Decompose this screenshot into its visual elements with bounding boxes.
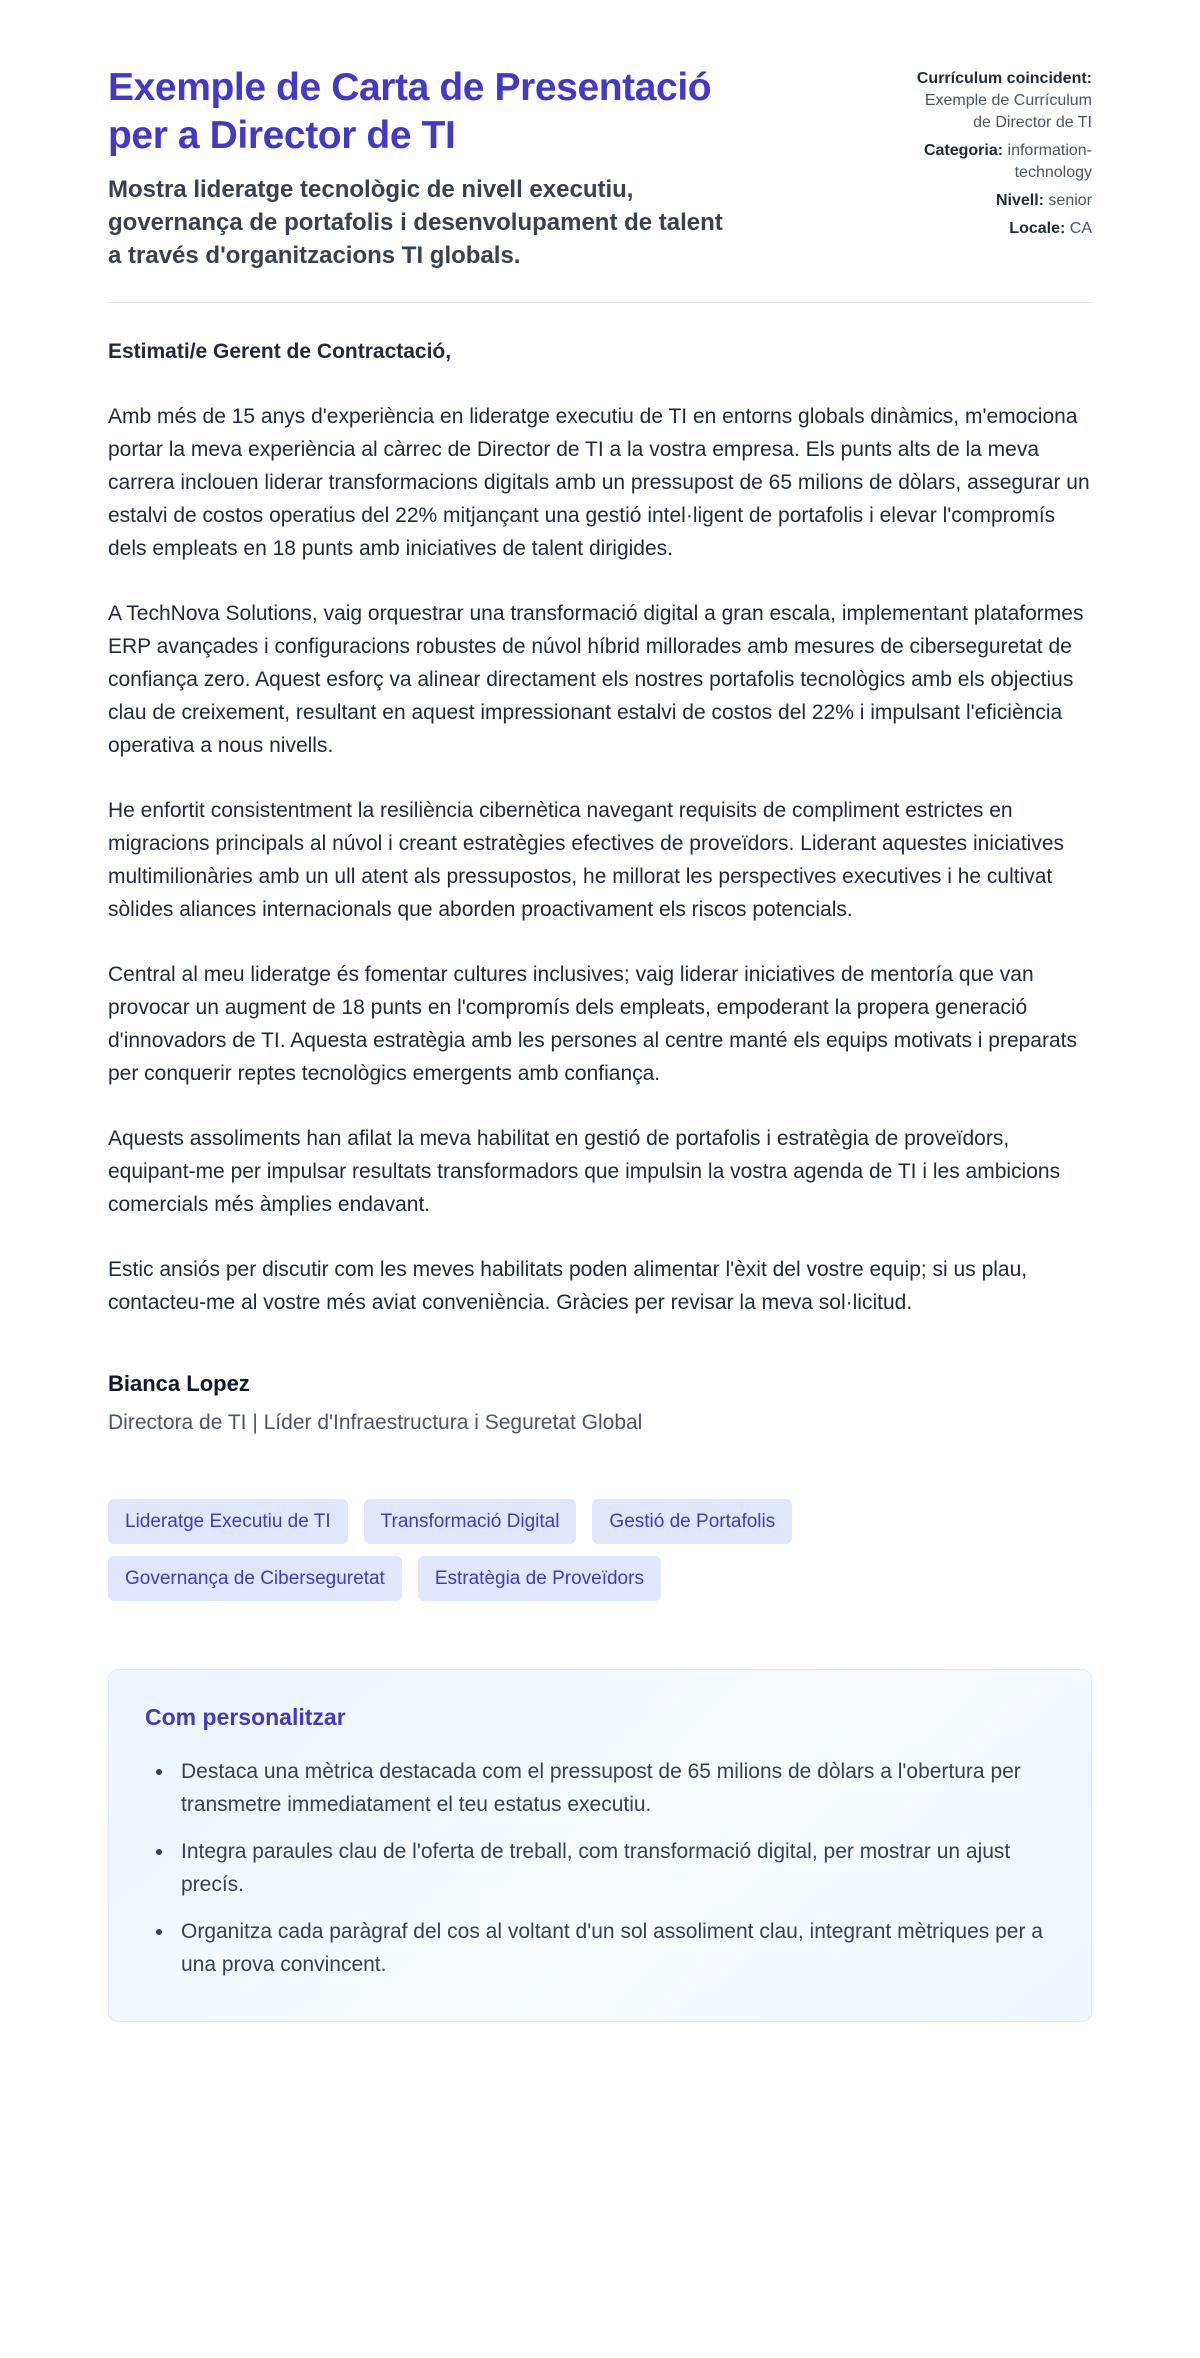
page-title: Exemple de Carta de Presentació per a Director de TI xyxy=(108,66,712,157)
meta-value: Exemple de Currículum de Director de TI xyxy=(924,92,1092,132)
tip-item: • Organitza cada paràgraf del cos al voltant d'un sol assoliment clau, integrant mètriques per a una prova convincent. xyxy=(175,1915,1055,1981)
page-subtitle: Mostra lideratge tecnològic de nivell executiu, governança de portafolis i desenvolupament de talent a través d'organitzacions TI globals. xyxy=(108,176,723,270)
meta-value: information-technology xyxy=(1007,142,1092,182)
tag-chip-cybersecurity-governance[interactable]: Governança de Ciberseguretat xyxy=(108,1556,402,1601)
letter-paragraph: Central al meu lideratge és fomentar cultures inclusives; vaig liderar iniciatives de mentoría que van provocar un augment de 18 punts en l'compromís dels empleats, empoderant la propera generació d'innovadors de TI. Aquesta estratègia amb les persones al centre manté els equips motivats i preparats per conquerir reptes tecnològics emergents amb confiança. xyxy=(108,963,1077,1086)
tag-chip-digital-transformation[interactable]: Transformació Digital xyxy=(364,1499,577,1544)
header xyxy=(108,64,1092,272)
letter-paragraph: Aquests assoliments han afilat la meva habilitat en gestió de portafolis i estratègia de proveïdors, equipant-me per impulsar resultats transformadors que impulsin la vostra agenda de TI i les ambicions comercials més àmplies endavant. xyxy=(108,1127,1061,1217)
signature-block xyxy=(108,1371,1092,1435)
tip-item: • Integra paraules clau de l'oferta de treball, com transformació digital, per mostrar un ajust precís. xyxy=(175,1835,1055,1901)
signature-role: Directora de TI | Líder d'Infraestructura i Seguretat Global xyxy=(108,1411,643,1435)
letter-paragraph: A TechNova Solutions, vaig orquestrar una transformació digital a gran escala, implementant plataformes ERP avançades i configuracions robustes de núvol híbrid millorades amb mesures de ciberseguretat de confiança zero. Aquest esforç va alinear directament els nostres portafolis tecnològics amb els objectius clau de creixement, resultant en aquest impressionant estalvi de costos del 22% i impulsant l'eficiència operativa a nous nivells. xyxy=(108,602,1084,758)
letter-salutation: Estimati/e Gerent de Contractació, xyxy=(108,340,452,364)
meta-label: Categoria: xyxy=(923,142,1004,160)
meta-value: CA xyxy=(1069,220,1092,238)
cover-letter-body xyxy=(108,335,1092,1435)
tag-list xyxy=(108,1499,1092,1601)
tip-item: • Destaca una mètrica destacada com el pressupost de 65 milions de dòlars a l'obertura per transmetre immediatament el teu estatus executiu. xyxy=(175,1755,1055,1821)
tips-list xyxy=(145,1755,1055,1981)
meta-row-locale xyxy=(914,218,1092,240)
meta-label: Nivell: xyxy=(995,192,1044,210)
meta-row-level xyxy=(914,190,1092,212)
letter-paragraph: Amb més de 15 anys d'experiència en lideratge executiu de TI en entorns globals dinàmics, m'emociona portar la meva experiència al càrrec de Director de TI a la vostra empresa. Els punts alts de la meva carrera inclouen liderar transformacions digitals amb un pressupost de 65 milions de dòlars, assegurar un estalvi de costos operatius del 22% mitjançant una gestió intel·ligent de portafolis i elevar l'compromís dels empleats en 18 punts amb iniciatives de talent dirigides. xyxy=(108,405,1090,561)
letter-paragraph: He enfortit consistentment la resiliència cibernètica navegant requisits de compliment estrictes en migracions principals al núvol i creant estratègies efectives de proveïdors. Liderant aquestes iniciatives multimilionàries amb un ull atent als pressupostos, he millorat les perspectives executives i he cultivat sòlides aliances internacionals que aborden proactivament els riscos potencials. xyxy=(108,799,1064,922)
tag-chip-vendor-strategy[interactable]: Estratègia de Proveïdors xyxy=(418,1556,661,1601)
header-divider xyxy=(108,302,1092,303)
meta-block xyxy=(914,64,1092,247)
tag-chip-portfolio-management[interactable]: Gestió de Portafolis xyxy=(592,1499,792,1544)
meta-row-category xyxy=(914,140,1092,184)
letter-paragraph: Estic ansiós per discutir com les meves habilitats poden alimentar l'èxit del vostre equip; si us plau, contacteu-me al vostre més aviat conveniència. Gràcies per revisar la meva sol·licitud. xyxy=(108,1258,1028,1315)
personalization-tips-box xyxy=(108,1669,1092,2022)
meta-label: Currículum coincident: xyxy=(916,70,1092,87)
tips-heading: Com personalitzar xyxy=(145,1704,346,1731)
signature-name: Bianca Lopez xyxy=(108,1371,250,1397)
header-title-block xyxy=(108,64,874,272)
meta-row-matching-resume xyxy=(914,68,1092,134)
tag-chip-executive-it-leadership[interactable]: Lideratge Executiu de TI xyxy=(108,1499,348,1544)
meta-label: Locale: xyxy=(1009,220,1066,238)
meta-value: senior xyxy=(1048,192,1092,210)
